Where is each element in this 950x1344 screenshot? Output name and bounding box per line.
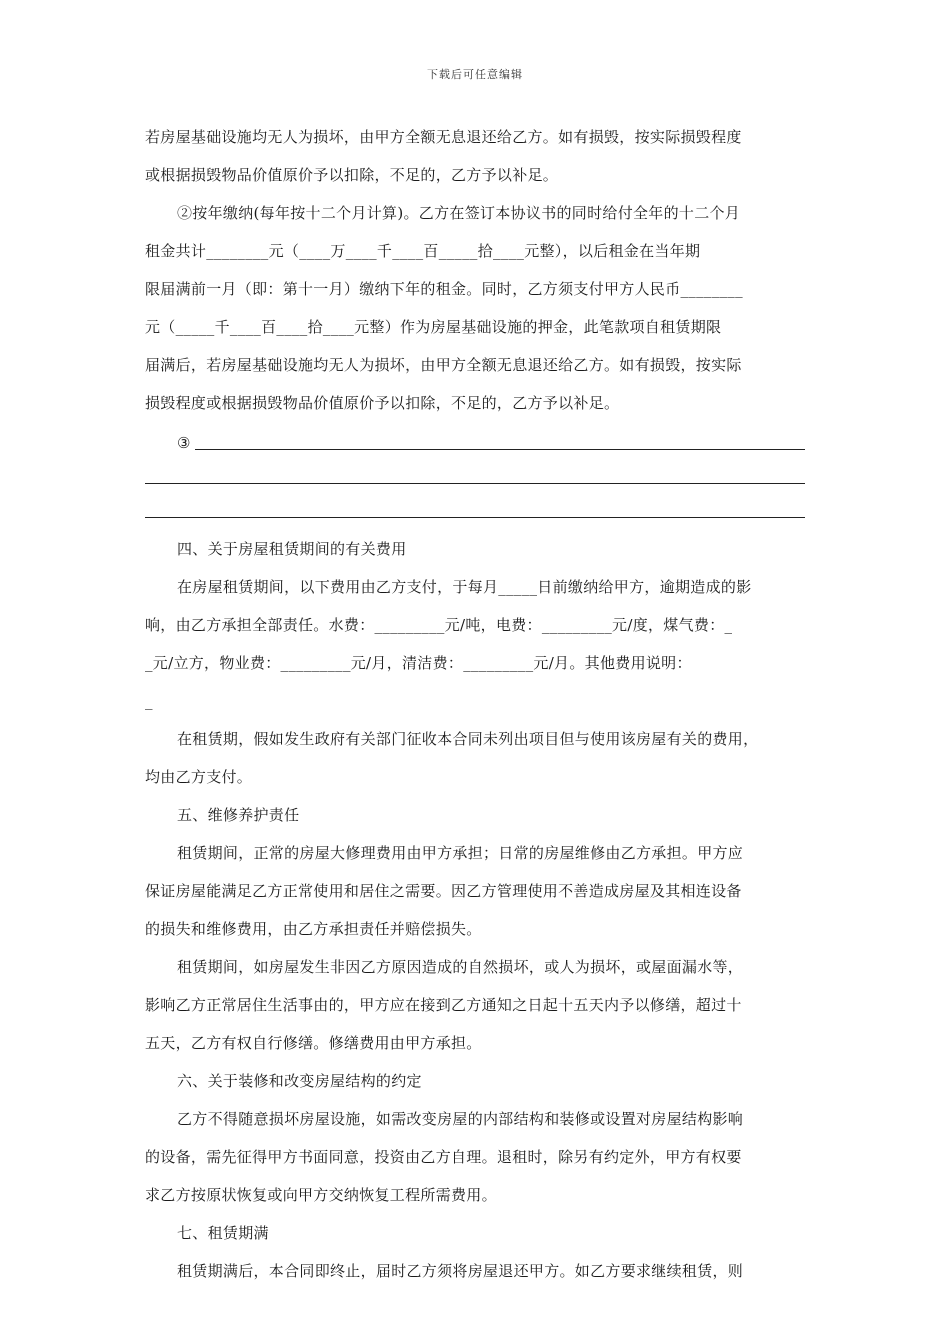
text-line: 响，由乙方承担全部责任。水费：_________元/吨，电费：_________元/度，煤气费：_ [145, 616, 733, 634]
underline-rule [195, 449, 805, 450]
text-line: 的损失和维修费用，由乙方承担责任并赔偿损失。 [145, 920, 482, 938]
text-line: 租赁期间，正常的房屋大修理费用由甲方承担；日常的房屋维修由乙方承担。甲方应 [177, 844, 744, 862]
text-line: 均由乙方支付。 [145, 768, 253, 786]
text-line: 的设备，需先征得甲方书面同意，投资由乙方自理。退租时，除另有约定外，甲方有权要 [145, 1148, 742, 1166]
text-line: 届满后，若房屋基础设施均无人为损坏，由甲方全额无息退还给乙方。如有损毁，按实际 [145, 356, 742, 374]
text-line: 若房屋基础设施均无人为损坏，由甲方全额无息退还给乙方。如有损毁，按实际损毁程度 [145, 128, 742, 146]
blank-fill-line [145, 490, 813, 524]
item-number: ③ [177, 434, 191, 452]
text-line: 租金共计________元（____万____千____百_____拾____元整），以后租金在当年期 [145, 242, 701, 260]
section-heading: 六、关于装修和改变房屋结构的约定 [177, 1072, 422, 1090]
text-line: 五天，乙方有权自行修缮。修缮费用由甲方承担。 [145, 1034, 482, 1052]
text-line: 限届满前一月（即：第十一月）缴纳下年的租金。同时，乙方须支付甲方人民币________ [145, 280, 743, 298]
text-line: 乙方不得随意损坏房屋设施，如需改变房屋的内部结构和装修或设置对房屋结构影响 [177, 1110, 744, 1128]
text-line: 损毁程度或根据损毁物品价值原价予以扣除，不足的，乙方予以补足。 [145, 394, 620, 412]
text-line: 租赁期间，如房屋发生非因乙方原因造成的自然损坏，或人为损坏，或屋面漏水等， [177, 958, 744, 976]
text-line: 租赁期满后，本合同即终止，届时乙方须将房屋退还甲方。如乙方要求继续租赁，则 [177, 1262, 744, 1280]
text-line: _ [145, 692, 153, 710]
page-header-note: 下载后可任意编辑 [427, 68, 523, 81]
blank-fill-line [145, 456, 813, 490]
text-line: 求乙方按原状恢复或向甲方交纳恢复工程所需费用。 [145, 1186, 497, 1204]
underline-rule [145, 483, 805, 484]
section-heading: 五、维修养护责任 [177, 806, 300, 824]
text-line: 在租赁期，假如发生政府有关部门征收本合同未列出项目但与使用该房屋有关的费用， [177, 730, 759, 748]
text-line: 保证房屋能满足乙方正常使用和居住之需要。因乙方管理使用不善造成房屋及其相连设备 [145, 882, 742, 900]
text-line: 在房屋租赁期间，以下费用由乙方支付，于每月_____日前缴纳给甲方，逾期造成的影 [177, 578, 752, 596]
text-line: _元/立方，物业费：_________元/月，清洁费：_________元/月。其他费用说明： [145, 654, 692, 672]
document-body [145, 118, 813, 1290]
text-line: 影响乙方正常居住生活事由的，甲方应在接到乙方通知之日起十五天内予以修缮，超过十 [145, 996, 742, 1014]
section-heading: 四、关于房屋租赁期间的有关费用 [177, 540, 407, 558]
section-heading: 七、租赁期满 [177, 1224, 269, 1242]
text-line: 元（_____千____百____拾____元整）作为房屋基础设施的押金，此笔款项自租赁期限 [145, 318, 722, 336]
blank-fill-line [145, 422, 813, 456]
underline-rule [145, 517, 805, 518]
text-line: ②按年缴纳(每年按十二个月计算)。乙方在签订本协议书的同时给付全年的十二个月 [177, 204, 741, 222]
text-line: 或根据损毁物品价值原价予以扣除，不足的，乙方予以补足。 [145, 166, 559, 184]
